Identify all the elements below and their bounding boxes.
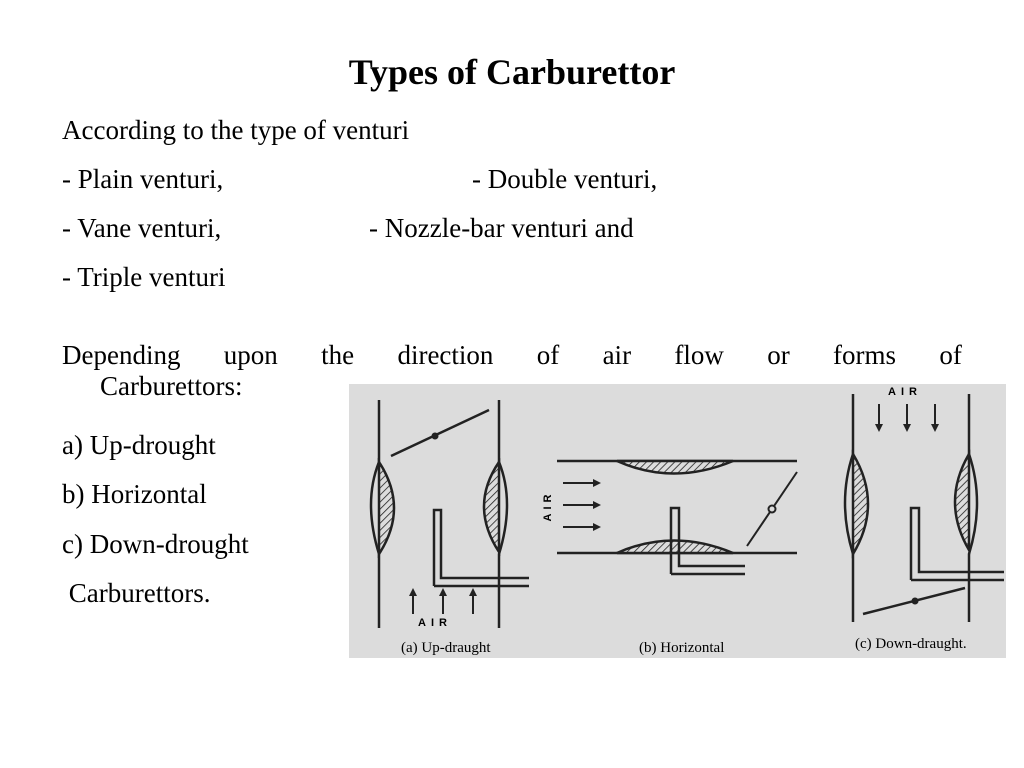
down-draught-air-label: AIR <box>888 386 922 398</box>
up-draught-left-venturi <box>379 462 394 554</box>
venturi-plain: - Plain venturi, <box>62 164 224 194</box>
types-footer: Carburettors. <box>62 578 211 608</box>
airflow-word: flow <box>674 340 724 370</box>
up-draught-right-venturi <box>484 462 499 552</box>
airflow-word: of <box>939 340 962 370</box>
up-draught-air-label: AIR <box>418 617 452 629</box>
airflow-continuation: Carburettors: <box>100 371 243 401</box>
up-draught-fuel-nozzle <box>434 510 529 586</box>
airflow-word: of <box>536 340 560 370</box>
horizontal-caption: (b) Horizontal <box>639 640 725 656</box>
up-draught-throttle-pivot <box>432 433 439 440</box>
airflow-word: direction <box>397 340 494 370</box>
up-draught-throttle-valve <box>391 410 489 456</box>
airflow-word: upon <box>223 340 278 370</box>
up-draught-carburettor <box>371 400 529 628</box>
down-draught-right-venturi <box>955 454 969 550</box>
venturi-intro: According to the type of venturi <box>62 115 410 145</box>
airflow-word: or <box>767 340 790 370</box>
down-draught-throttle-pivot <box>912 598 919 605</box>
carburettor-diagram-svg <box>349 384 1006 658</box>
type-horizontal: b) Horizontal <box>62 479 207 509</box>
venturi-nozzle-bar: - Nozzle-bar venturi and <box>369 213 634 243</box>
carburettor-diagram <box>349 384 1006 658</box>
venturi-triple: - Triple venturi <box>62 262 226 292</box>
up-draught-caption: (a) Up-draught <box>401 640 491 656</box>
down-draught-left-venturi <box>853 454 868 554</box>
type-down-drought: c) Down-drought <box>62 529 249 559</box>
horizontal-throttle-pivot <box>769 506 776 513</box>
venturi-vane: - Vane venturi, <box>62 213 222 243</box>
airflow-line <box>62 340 962 371</box>
airflow-word: air <box>602 340 632 370</box>
horizontal-bottom-venturi <box>617 541 733 554</box>
down-draught-carburettor <box>845 394 1004 622</box>
slide-title: Types of Carburettor <box>348 52 676 92</box>
airflow-word: the <box>321 340 355 370</box>
airflow-word: Depending <box>62 340 181 370</box>
horizontal-carburettor <box>557 461 797 574</box>
type-up-drought: a) Up-drought <box>62 430 216 460</box>
horizontal-air-label: AIR <box>542 490 554 522</box>
horizontal-top-venturi <box>617 461 733 474</box>
down-draught-caption: (c) Down-draught. <box>855 636 967 652</box>
venturi-double: - Double venturi, <box>472 164 658 194</box>
airflow-word: forms <box>833 340 897 370</box>
